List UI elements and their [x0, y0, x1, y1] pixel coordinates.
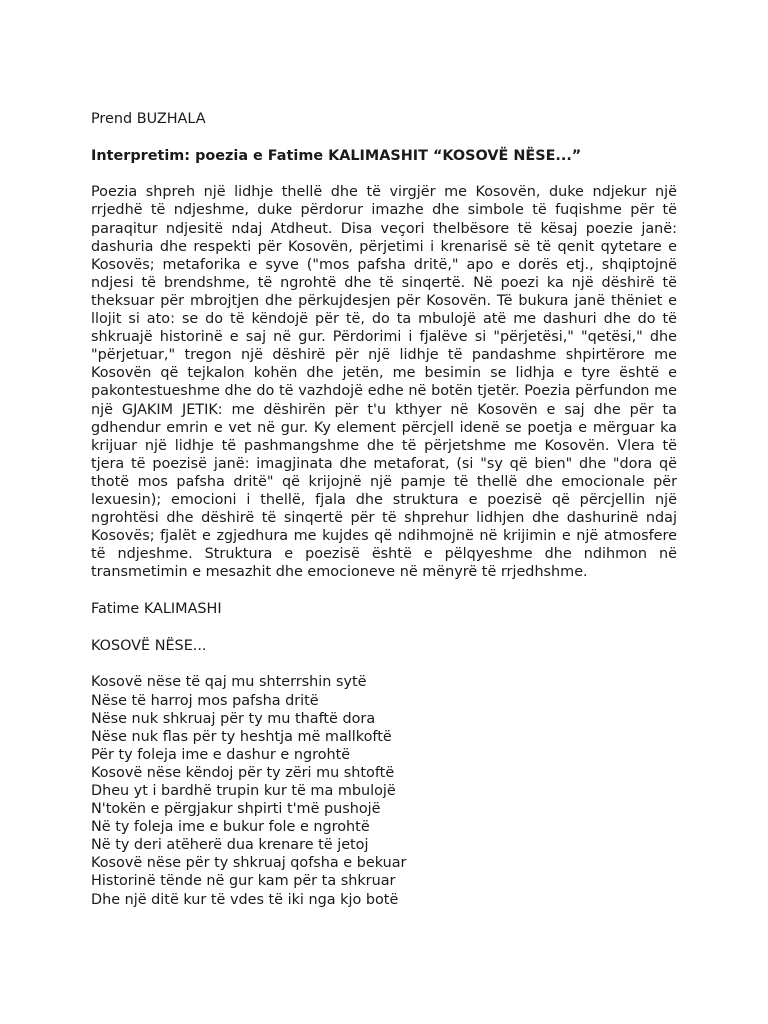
poem-line: Nëse të harroj mos pafsha dritë	[91, 692, 319, 709]
poet-name: Fatime KALIMASHI	[91, 601, 222, 618]
poem-line: Në ty foleja ime e bukur fole e ngrohtë	[91, 819, 370, 836]
poem-line: Dheu yt i bardhë trupin kur të ma mbulojë	[91, 782, 396, 799]
poem-line: Nëse nuk shkruaj për ty mu thaftë dora	[91, 710, 376, 727]
essay-paragraph: Poezia shpreh një lidhje thellë dhe të virgjër me Kosovën, duke ndjekur një rrjedhë të ndjeshme, duke përdorur imazhe dhe simbole të fuqishme për të paraqitur ndjesitë ndaj Atdheut. Disa veçori thelbësore të kësaj poezie janë: dashuria dhe respekti për Kosovën, përjetimi i krenarisë së të qenit qytetare e Kosovës; metaforika e syve ("mos pafsha dritë," apo e dorës etj., shqiptojnë ndjesi të brendshme, të ngrohtë dhe të sinqertë. Në poezi ka një dëshirë të theksuar për mbrojtjen dhe përkujdesjen për Kosovën. Të bukura janë thëniet e llojit si ato: se do të këndojë për të, do ta mbulojë atë me dashuri dhe do të shkruajë historinë e saj në gur. Përdorimi i fjalëve si "përjetësi," "qetësi," dhe "përjetuar," tregon një dëshirë për një lidhje të pandashme shpirtërore me Kosovën që tejkalon kohën dhe jetën, me besimin se lidhja e tyre është e pakontestueshme dhe do të vazhdojë edhe në botën tjetër. Poezia përfundon me një GJAKIM JETIK: me dëshirën për t'u kthyer në Kosovën e saj dhe për ta gdhendur emrin e vet në gur. Ky element përcjell idenë se poetja e mërguar ka krijuar një lidhje të pashmangshme dhe të përjetshme me Kosovën. Vlera të tjera të poezisë janë: imagjinata dhe metaforat, (si "sy që bien" dhe "dora që thotë mos pafsha dritë" që krijojnë një pamje të thellë dhe emocionale për lexuesin); emocioni i thellë, fjala dhe struktura e poezisë që përcjellin një ngrohtësi dhe dëshirë të sinqertë për të shprehur lidhjen dhe dashurinë ndaj Kosovës; fjalët e zgjedhura me kujdes që ndihmojnë në krijimin e një atmosfere të ndjeshme. Struktura e poezisë është e pëlqyeshme dhe ndihmon në transmetimin e mesazhit dhe emocioneve në mënyrë të rrjedhshme.	[91, 184, 677, 581]
poem-line: Kosovë nëse të qaj mu shterrshin sytë	[91, 674, 367, 691]
poem-line: Kosovë nëse për ty shkruaj qofsha e bekuar	[91, 855, 407, 872]
poem-line: Kosovë nëse këndoj për ty zëri mu shtoftë	[91, 764, 395, 781]
poem-line: Në ty deri atëherë dua krenare të jetoj	[91, 837, 369, 854]
poem-line: Për ty foleja ime e dashur e ngrohtë	[91, 746, 351, 763]
poem-line: Dhe një ditë kur të vdes të iki nga kjo botë	[91, 891, 399, 908]
poem-line: N'tokën e përgjakur shpirti t'më pushojë	[91, 801, 381, 818]
document-page	[91, 110, 677, 909]
poem-title: KOSOVË NËSE...	[91, 637, 207, 654]
poem-line: Nëse nuk flas për ty heshtja më mallkoftë	[91, 728, 392, 745]
author-name: Prend BUZHALA	[91, 111, 206, 127]
poem-line: Historinë tënde në gur kam për ta shkruar	[91, 873, 396, 890]
poem-body	[91, 673, 677, 908]
document-title: Interpretim: poezia e Fatime KALIMASHIT “KOSOVË NËSE...”	[91, 147, 582, 164]
